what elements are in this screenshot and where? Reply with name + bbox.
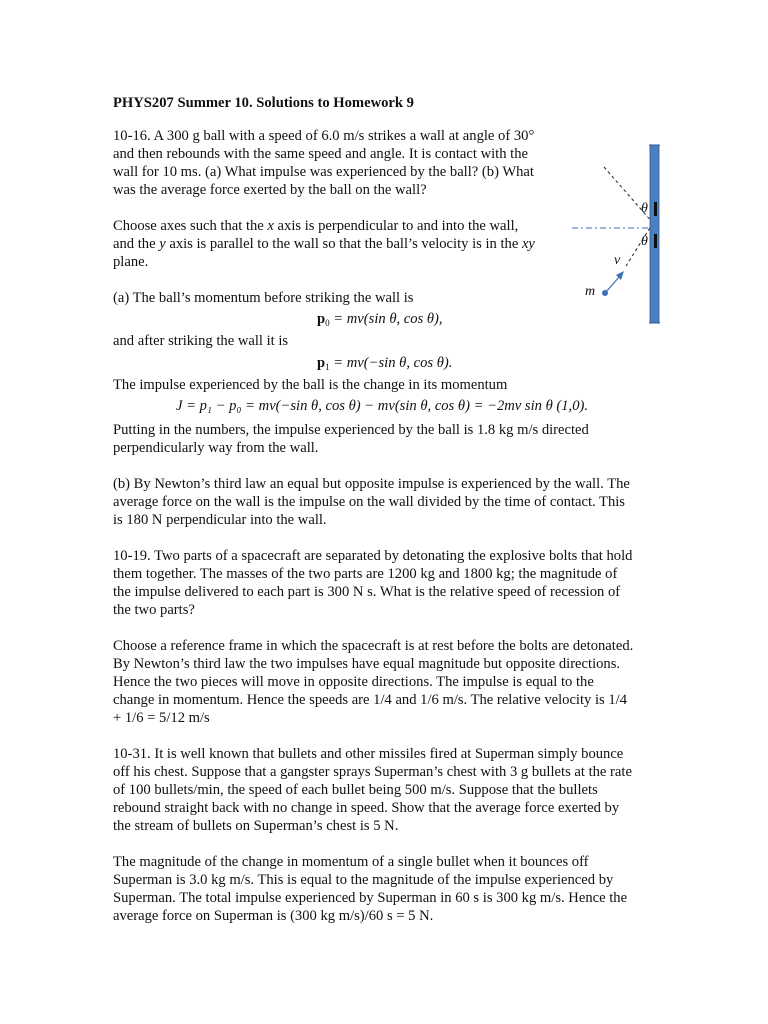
- problem-10-31-line-4: rebound straight back with no change in speed. Show that the average force exerted by: [113, 800, 620, 816]
- problem-10-19-line-2: them together. The masses of the two parts are 1200 kg and 1800 kg; the magnitude of: [113, 566, 618, 582]
- mass-label: m: [585, 284, 596, 299]
- problem-10-31-line-1: 10-31. It is well known that bullets and other missiles fired at Superman simply bounce: [113, 746, 624, 762]
- page-title: PHYS207 Summer 10. Solutions to Homework 9: [113, 95, 414, 111]
- axes-line-3: plane.: [113, 254, 149, 270]
- text-run: Choose axes such that the: [113, 218, 268, 234]
- solution-10-31-line-4: average force on Superman is (300 kg m/s)/60 s = 5 N.: [113, 908, 434, 924]
- solution-10-19-line-3: Hence the two pieces will move in opposite directions. The impulse is equal to the: [113, 674, 594, 690]
- problem-10-16-line-2: and then rebounds with the same speed and angle. It is contact with the: [113, 146, 528, 162]
- subscript: 1: [325, 362, 330, 372]
- xy-plane-symbol: xy: [521, 236, 535, 252]
- part-a-line-5: perpendicularly way from the wall.: [113, 440, 319, 456]
- equation-p1: [317, 354, 452, 372]
- solution-10-31-line-1: The magnitude of the change in momentum of a single bullet when it bounces off: [113, 854, 589, 870]
- equation-p0: [317, 310, 443, 328]
- theta-top-label: θ: [641, 201, 648, 216]
- part-a-line-3: The impulse experienced by the ball is the change in its momentum: [113, 377, 508, 393]
- angle-mark-bottom: [654, 234, 657, 248]
- solution-10-19-line-1: Choose a reference frame in which the spacecraft is at rest before the bolts are detonated.: [113, 638, 634, 654]
- p-symbol: p: [317, 311, 326, 327]
- part-b-line-3: is 180 N perpendicular into the wall.: [113, 512, 327, 528]
- problem-10-16-line-4: was the average force exerted by the ball on the wall?: [113, 182, 427, 198]
- solution-10-19-line-4: change in momentum. Hence the speeds are 1/4 and 1/6 m/s. The relative velocity is 1/4: [113, 692, 628, 708]
- text-run: and the: [113, 236, 160, 252]
- velocity-arrow: [606, 276, 620, 292]
- part-b-line-2: average force on the wall is the impulse on the wall divided by the time of contact. This: [113, 494, 625, 510]
- problem-10-19-line-1: 10-19. Two parts of a spacecraft are separated by detonating the explosive bolts that hold: [113, 548, 633, 564]
- angle-mark-top: [654, 202, 657, 216]
- part-b-line-1: (b) By Newton’s third law an equal but opposite impulse is experienced by the wall. The: [113, 476, 630, 492]
- equation-rhs: = mv(sin θ, cos θ),: [329, 311, 443, 327]
- solution-10-19-line-2: By Newton’s third law the two impulses have equal magnitude but opposite directions.: [113, 656, 621, 672]
- problem-10-31-line-5: the stream of bullets on Superman’s chest is 5 N.: [113, 818, 399, 834]
- part-a-line-1: (a) The ball’s momentum before striking the wall is: [113, 290, 414, 306]
- wall-bounce-diagram: [560, 140, 680, 330]
- text-run: axis is parallel to the wall so that the ball’s velocity is in the: [165, 236, 522, 252]
- incoming-path-line: [626, 223, 653, 266]
- problem-10-19-line-3: the impulse delivered to each part is 300 N s. What is the relative speed of recession of: [113, 584, 621, 600]
- y-axis-symbol: y: [159, 236, 166, 252]
- problem-10-31-line-2: off his chest. Suppose that a gangster sprays Superman’s chest with 3 g bullets at the rate: [113, 764, 632, 780]
- equation-impulse: J = p₁ − p₀ = mv(−sin θ, cos θ) − mv(sin θ, cos θ) = −2mv sin θ (1,0).: [176, 398, 589, 414]
- problem-10-31-line-3: of 100 bullets/min, the speed of each bullet being 500 m/s. Suppose that the bullets: [113, 782, 598, 798]
- subscript: 0: [325, 318, 330, 328]
- text-run: axis is perpendicular to and into the wall,: [273, 218, 519, 234]
- problem-10-19-line-4: the two parts?: [113, 602, 195, 618]
- velocity-label: v: [614, 253, 621, 268]
- ball-mass-dot: [602, 290, 608, 296]
- part-a-line-4: Putting in the numbers, the impulse experienced by the ball is 1.8 kg m/s directed: [113, 422, 589, 438]
- theta-bottom-label: θ: [641, 234, 648, 249]
- solution-10-31-line-3: Superman. The total impulse experienced by Superman in 60 s is 300 kg m/s. Hence the: [113, 890, 628, 906]
- problem-10-16-line-3: wall for 10 ms. (a) What impulse was experienced by the ball? (b) What: [113, 164, 534, 180]
- x-axis-symbol: x: [267, 218, 274, 234]
- equation-rhs: = mv(−sin θ, cos θ).: [329, 355, 453, 371]
- part-a-line-2: and after striking the wall it is: [113, 333, 289, 349]
- solution-10-31-line-2: Superman is 3.0 kg m/s. This is equal to the magnitude of the impulse experienced by: [113, 872, 614, 888]
- p-symbol: p: [317, 355, 326, 371]
- problem-10-16-line-1: 10-16. A 300 g ball with a speed of 6.0 m/s strikes a wall at angle of 30°: [113, 128, 535, 144]
- solution-10-19-line-5: + 1/6 = 5/12 m/s: [113, 710, 210, 726]
